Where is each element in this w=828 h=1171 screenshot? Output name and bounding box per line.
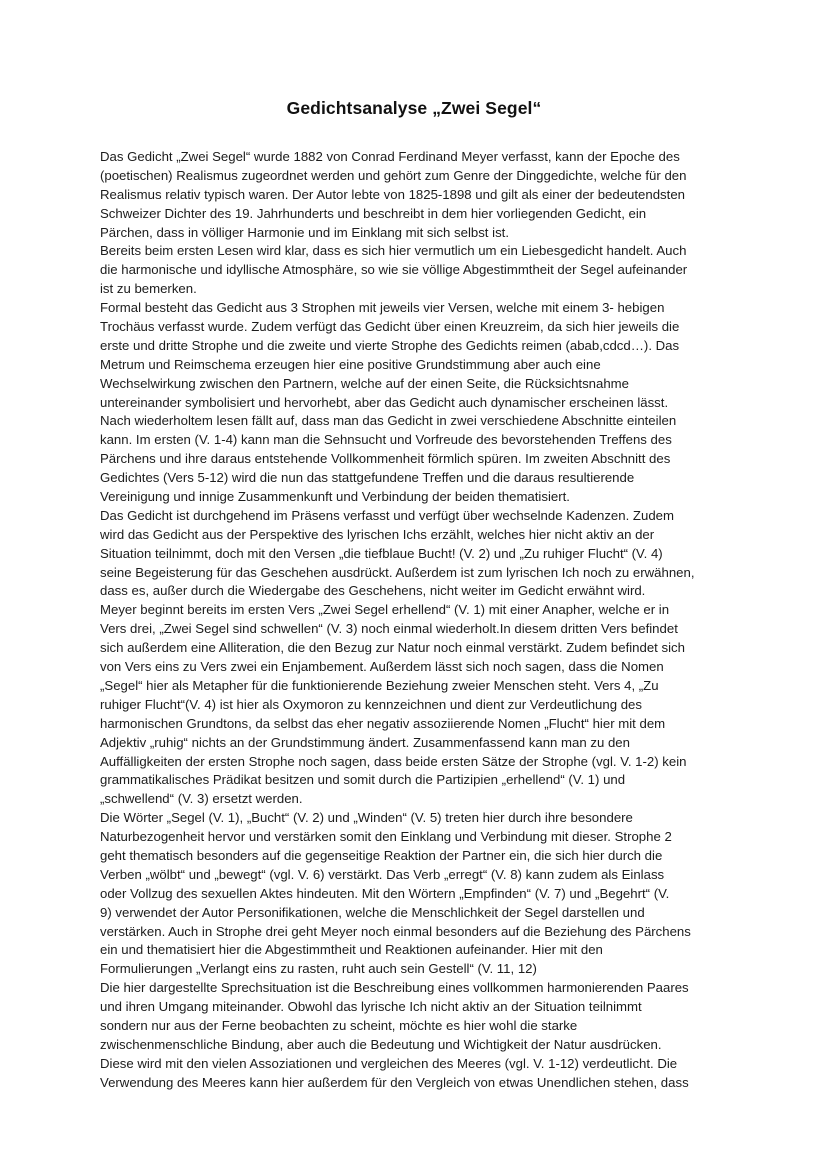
text-line: Wechselwirkung zwischen den Partnern, welche auf der einen Seite, die Rücksichtsnahme	[100, 375, 630, 391]
text-line: Situation teilnimmt, doch mit den Versen „die tiefblaue Bucht! (V. 2) und „Zu ruhiger Flucht“ (V. 4)	[100, 545, 663, 561]
text-line: Das Gedicht „Zwei Segel“ wurde 1882 von Conrad Ferdinand Meyer verfasst, kann der Epoche des	[100, 149, 680, 164]
text-line: Nach wiederholtem lesen fällt auf, dass man das Gedicht in zwei verschiedene Abschnitte einteilen	[100, 413, 677, 429]
text-line: 9) verwendet der Autor Personifikationen, welche die Menschlichkeit der Segel darstellen und	[100, 904, 645, 920]
text-line: und ihren Umgang miteinander. Obwohl das lyrische Ich nicht aktiv an der Situation teilnimmt	[100, 999, 642, 1015]
text-line: Pärchens und ihre daraus entstehende Vollkommenheit förmlich spüren. Im zweiten Abschnitt des	[100, 451, 671, 467]
text-line: dass es, außer durch die Wiedergabe des Geschehens, nicht weiter im Gedicht erwähnt wird.	[100, 583, 646, 599]
text-line: „schwellend“ (V. 3) ersetzt werden.	[100, 791, 303, 807]
text-line: Schweizer Dichter des 19. Jahrhunderts und beschreibt in dem hier vorliegenden Gedicht, ein	[100, 205, 647, 221]
document-body	[100, 148, 740, 1093]
text-line: Vereinigung und innige Zusammenkunft und Verbindung der beiden thematisiert.	[100, 489, 570, 505]
text-line: Naturbezogenheit hervor und verstärken somit den Einklang und Verbindung mit dieser. Strophe 2	[100, 829, 672, 845]
text-line: sondern nur aus der Ferne beobachten zu scheint, möchte es hier wohl die starke	[100, 1017, 578, 1033]
text-line: Das Gedicht ist durchgehend im Präsens verfasst und verfügt über wechselnde Kadenzen. Zudem	[100, 507, 674, 523]
text-line: untereinander symbolisiert und hervorhebt, aber das Gedicht auch dynamischer erscheinen lässt.	[100, 394, 669, 410]
text-line: oder Vollzug des sexuellen Aktes hindeuten. Mit den Wörtern „Empfinden“ (V. 7) und „Begehrt“ (V.	[100, 885, 670, 901]
text-line: Vers drei, „Zwei Segel sind schwellen“ (V. 3) noch einmal wiederholt.In diesem dritten Vers befindet	[100, 621, 678, 637]
text-line: (poetischen) Realismus zugeordnet werden und gehört zum Genre der Dinggedichte, welche für den	[100, 167, 687, 183]
text-line: Die Wörter „Segel (V. 1), „Bucht“ (V. 2) und „Winden“ (V. 5) treten hier durch ihre besondere	[100, 810, 633, 826]
text-line: „Segel“ hier als Metapher für die funktionierende Beziehung zweier Menschen steht. Vers 4, „Zu	[100, 677, 659, 693]
text-line: Pärchen, dass in völliger Harmonie und im Einklang mit sich selbst ist.	[100, 224, 509, 240]
text-line: Metrum und Reimschema erzeugen hier eine positive Grundstimmung aber auch eine	[100, 356, 601, 372]
text-line: Realismus relativ typisch waren. Der Autor lebte von 1825-1898 und gilt als einer der bedeutendsten	[100, 186, 685, 202]
text-line: die harmonische und idyllische Atmosphäre, so wie sie völlige Abgestimmtheit der Segel aufeinander	[100, 262, 688, 278]
text-line: ein und thematisiert hier die Abgestimmtheit und Reaktionen aufeinander. Hier mit den	[100, 942, 603, 958]
text-line: ist zu bemerken.	[100, 281, 197, 297]
text-line: Formulierungen „Verlangt eins zu rasten, ruht auch sein Gestell“ (V. 11, 12)	[100, 961, 537, 977]
text-line: zwischenmenschliche Bindung, aber auch die Bedeutung und Wichtigkeit der Natur ausdrücken.	[100, 1036, 662, 1052]
text-line: sich außerdem eine Alliteration, die den Bezug zur Natur noch einmal verstärkt. Zudem befindet sich	[100, 640, 685, 656]
text-line: Auffälligkeiten der ersten Strophe noch sagen, dass beide ersten Sätze der Strophe (vgl. V. 1-2) kein	[100, 753, 687, 769]
text-line: Verwendung des Meeres kann hier außerdem für den Vergleich von etwas Unendlichen stehen, dass	[100, 1074, 689, 1090]
text-line: seine Begeisterung für das Geschehen ausdrückt. Außerdem ist zum lyrischen Ich noch zu erwähnen,	[100, 564, 695, 580]
text-line: Die hier dargestellte Sprechsituation ist die Beschreibung eines vollkommen harmonierenden Paares	[100, 980, 689, 996]
text-line: Meyer beginnt bereits im ersten Vers „Zwei Segel erhellend“ (V. 1) mit einer Anapher, welche er in	[100, 602, 670, 618]
text-line: Verben „wölbt“ und „bewegt“ (vgl. V. 6) verstärkt. Das Verb „erregt“ (V. 8) kann zudem als Einlass	[100, 866, 665, 882]
text-line: kann. Im ersten (V. 1-4) kann man die Sehnsucht und Vorfreude des bevorstehenden Treffens des	[100, 432, 672, 448]
text-line: erste und dritte Strophe und die zweite und vierte Strophe des Gedichts reimen (abab,cdcd…). Das	[100, 337, 680, 353]
text-line: verstärken. Auch in Strophe drei geht Meyer noch einmal besonders auf die Beziehung des Pärchens	[100, 923, 691, 939]
text-line: ruhiger Flucht“(V. 4) ist hier als Oxymoron zu kennzeichnen und dient zur Verdeutlichung des	[100, 696, 642, 712]
text-line: grammatikalisches Prädikat besitzen und somit durch die Partizipien „erhellend“ (V. 1) und	[100, 772, 626, 788]
text-line: Bereits beim ersten Lesen wird klar, dass es sich hier vermutlich um ein Liebesgedicht handelt. Auch	[100, 243, 687, 259]
text-line: geht thematisch besonders auf die gegenseitige Reaktion der Partner ein, die sich hier durch die	[100, 847, 663, 863]
text-line: von Vers eins zu Vers zwei ein Enjambement. Außerdem lässt sich noch sagen, dass die Nomen	[100, 659, 664, 675]
text-line: Gedichtes (Vers 5-12) wird die nun das stattgefundene Treffen und die daraus resultierende	[100, 470, 635, 486]
text-line: Adjektiv „ruhig“ nichts an der Grundstimmung ändert. Zusammenfassend kann man zu den	[100, 734, 630, 750]
text-line: Trochäus verfasst wurde. Zudem verfügt das Gedicht über einen Kreuzreim, da sich hier jeweils die	[100, 319, 680, 335]
document-title: Gedichtsanalyse „Zwei Segel“	[286, 98, 542, 118]
text-line: wird das Gedicht aus der Perspektive des lyrischen Ichs erzählt, welches hier nicht aktiv an der	[100, 526, 655, 542]
text-line: Diese wird mit den vielen Assoziationen und vergleichen des Meeres (vgl. V. 1-12) verdeutlicht. Die	[100, 1055, 678, 1071]
text-line: harmonischen Grundtons, da selbst das eher negativ assoziierende Nomen „Flucht“ hier mit dem	[100, 715, 666, 731]
text-line: Formal besteht das Gedicht aus 3 Strophen mit jeweils vier Versen, welche mit einem 3- hebigen	[100, 300, 665, 316]
